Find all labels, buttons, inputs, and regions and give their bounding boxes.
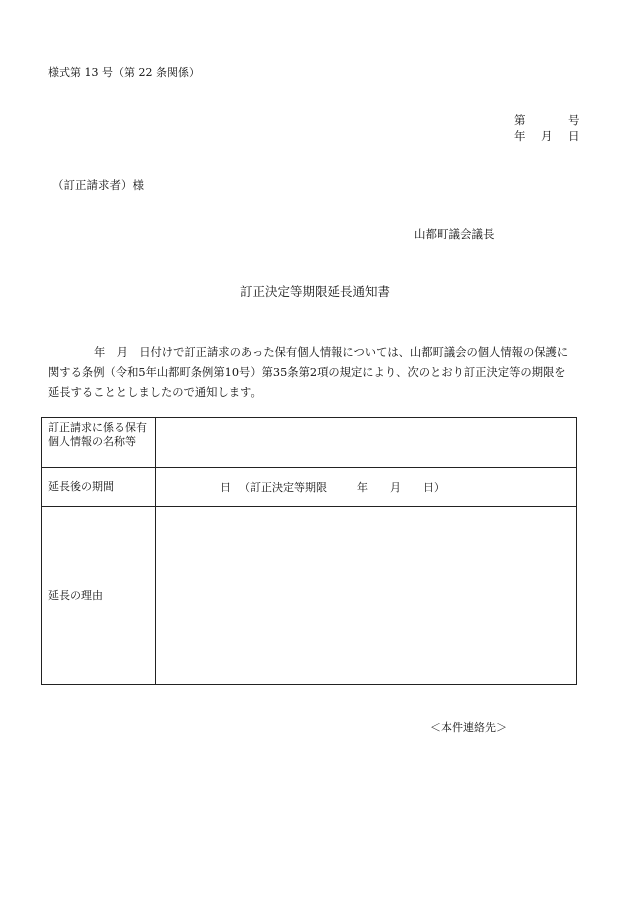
period-year: 年 [357, 481, 368, 494]
contact-heading: ＜本件連絡先＞ [430, 721, 507, 734]
date-day: 日 [568, 129, 580, 143]
number-suffix: 号 [568, 113, 580, 127]
document-title: 訂正決定等期限延長通知書 [239, 284, 390, 299]
row-label-text: 訂正請求に係る保有個人情報の名称等 [48, 421, 147, 448]
row-label-info-name [42, 418, 156, 468]
row-value-extension-period[interactable] [156, 468, 577, 507]
row-label-extension-period: 延長後の期間 [42, 468, 156, 507]
table-row [42, 418, 577, 468]
sender: 山都町議会議長 [414, 227, 495, 241]
number-label: 第 [514, 113, 526, 127]
body-line-3: 延長することとしましたので通知します。 [48, 386, 262, 399]
body-text [48, 343, 580, 403]
addressee: （訂正請求者）様 [52, 178, 144, 192]
row-value-info-name[interactable] [156, 418, 577, 468]
table-row [42, 468, 577, 507]
period-day: 日 [220, 481, 231, 494]
info-table [41, 417, 577, 685]
period-month: 月 [390, 481, 401, 494]
date-year: 年 [514, 129, 526, 143]
period-day-close: 日） [423, 481, 445, 494]
form-number: 様式第 13 号（第 22 条関係） [48, 66, 200, 79]
body-line-1: 年 月 日付けで訂正請求のあった保有個人情報については、山都町議会の個人情報の保護に [94, 346, 569, 359]
row-value-reason[interactable] [156, 507, 577, 685]
body-line-2: 関する条例（令和5年山都町条例第10号）第35条第2項の規定により、次のとおり訂正決定等の期限を [48, 366, 566, 379]
date-month: 月 [541, 129, 553, 143]
row-label-reason: 延長の理由 [42, 507, 156, 685]
period-deadline-open: （訂正決定等期限 [239, 481, 327, 494]
table-row [42, 507, 577, 685]
